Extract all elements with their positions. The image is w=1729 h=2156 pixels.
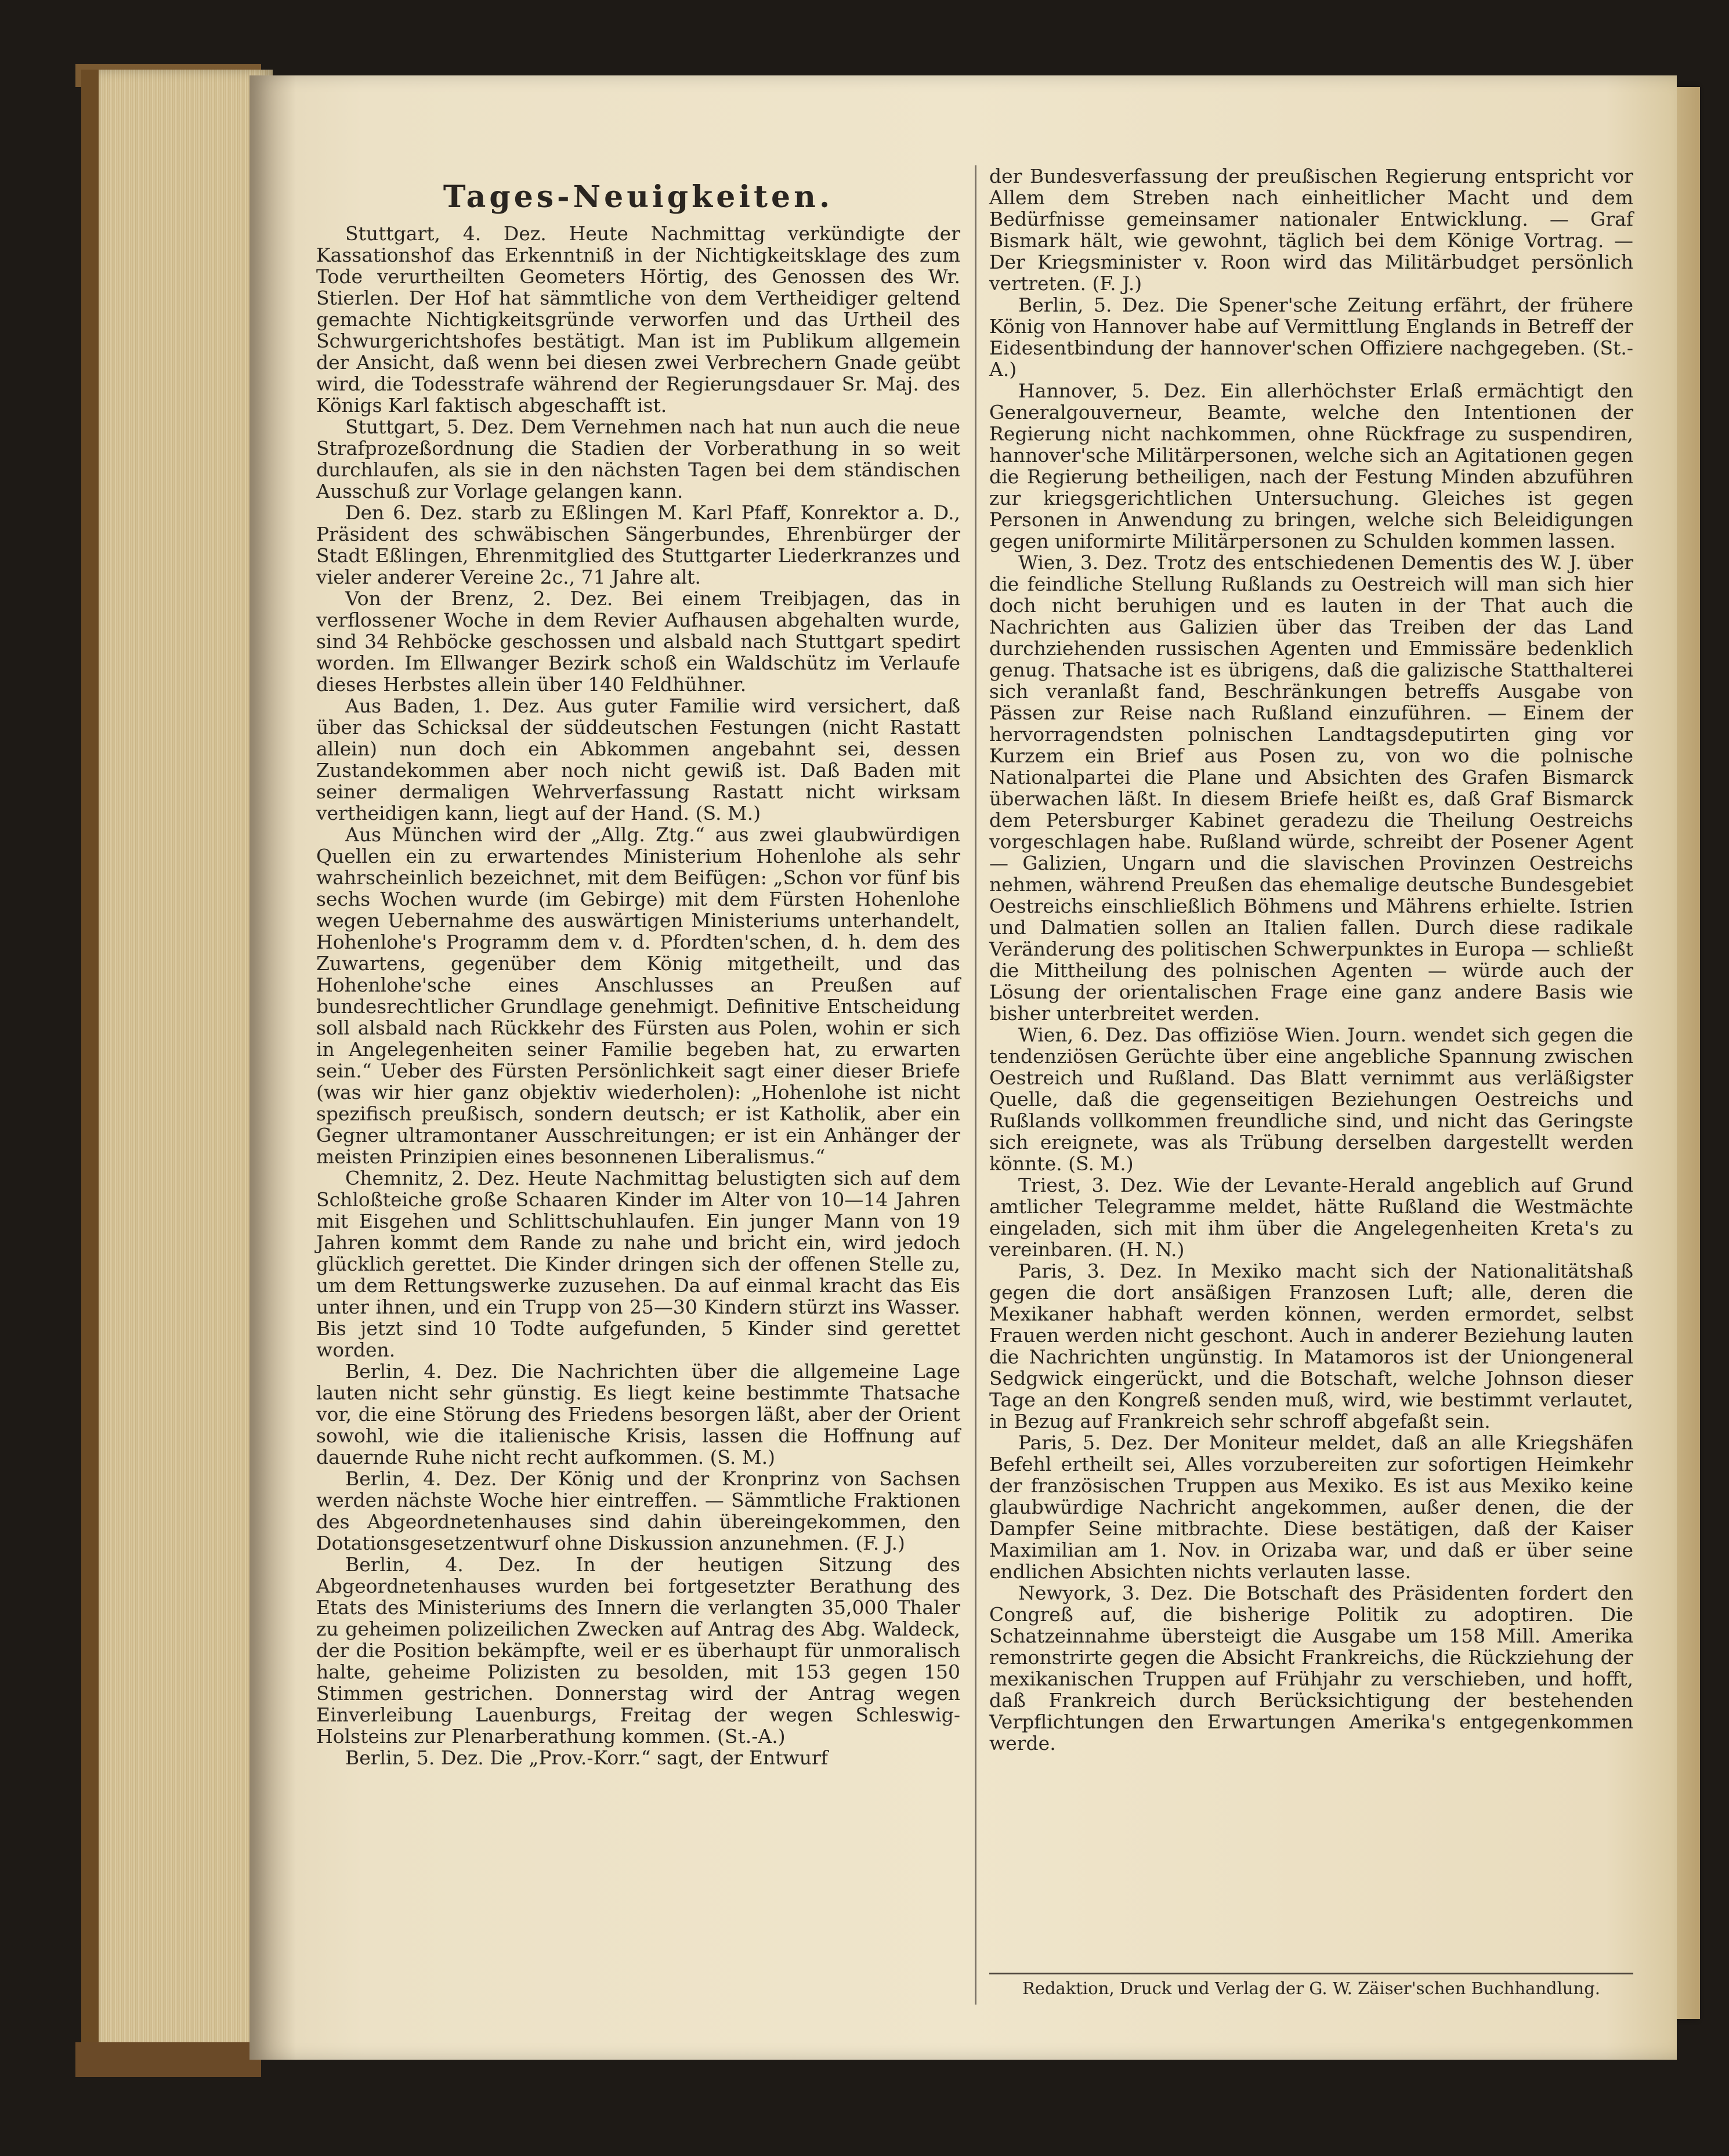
article: Berlin, 5. Dez. Die „Prov.-Korr.“ sagt, der Entwurf bbox=[345, 1746, 828, 1769]
article-continuation: der Bundesverfassung der preußischen Regierung entspricht vor Allem dem Streben nach einheitlicher Macht und dem Bedürfnisse gemeinsamer nationaler Entwicklung. — Graf Bismark hält, wie gewohnt, täglich bei dem Könige Vortrag. — Der Kriegsminister v. Roon wird das Militärbudget persönlich vertreten. (F. J.) bbox=[989, 165, 1633, 295]
footer-rule bbox=[989, 1973, 1633, 1974]
article: Wien, 6. Dez. Das offiziöse Wien. Journ. wendet sich gegen die tendenziösen Gerüchte über eine angebliche Spannung zwischen Oestreich und Rußland. Das Blatt vernimmt aus verläßigster Quelle, daß die gegenseitigen Beziehungen Oestreichs und Rußlands vollkommen freundliche sind, und nicht das Geringste sich ereignete, was als Trübung derselben dargestellt werden könnte. (S. M.) bbox=[989, 1023, 1633, 1175]
article: Chemnitz, 2. Dez. Heute Nachmittag belustigten sich auf dem Schloßteiche große Schaaren Kinder im Alter von 10—14 Jahren mit Eisgehen und Schlittschuhlaufen. Ein junger Mann von 19 Jahren kommt dem Rande zu nahe und bricht ein, wird jedoch glücklich gerettet. Die Kinder dringen sich der offenen Stelle zu, um dem Rettungswerke zuzusehen. Da auf einmal kracht das Eis unter ihnen, und ein Trupp von 25—30 Kindern stürzt ins Wasser. Bis jetzt sind 10 Todte aufgefunden, 5 Kinder sind gerettet worden. bbox=[316, 1167, 960, 1361]
article: Berlin, 4. Dez. Die Nachrichten über die allgemeine Lage lauten nicht sehr günstig. Es liegt keine bestimmte Thatsache vor, die eine Störung des Friedens besorgen läßt, aber der Orient sowohl, wie die italienische Krisis, lassen die Hoffnung auf dauernde Ruhe nicht recht aufkommen. (S. M.) bbox=[316, 1360, 960, 1468]
article: Aus Baden, 1. Dez. Aus guter Familie wird versichert, daß über das Schicksal der süddeutschen Festungen (nicht Rastatt allein) nun doch ein Abkommen angebahnt sei, dessen Zustandekommen aber noch nicht gewiß ist. Daß Baden mit seiner dermaligen Wehrverfassung Rastatt nicht wirksam vertheidigen kann, liegt auf der Hand. (S. M.) bbox=[316, 694, 960, 824]
left-column bbox=[316, 162, 960, 1768]
article: Wien, 3. Dez. Trotz des entschiedenen Dementis des W. J. über die feindliche Stellung Rußlands zu Oestreich will man sich hier doch nicht beruhigen und es lauten in der That auch die Nachrichten aus Galizien über das Treiben der das Land durchziehenden russischen Agenten und Emmissäre bedenklich genug. Thatsache ist es übrigens, daß die galizische Statthalterei sich veranlaßt fand, Beschränkungen betreffs Ausgabe von Pässen zur Reise nach Rußland einzuführen. — Einem der hervorragendsten polnischen Landtagsdeputirten ging vor Kurzem ein Brief aus Posen zu, von wo die polnische Nationalpartei die Plane und Absichten des Grafen Bismarck überwachen läßt. In diesem Briefe heißt es, daß Graf Bismarck dem Petersburger Kabinet geradezu die Theilung Oestreichs vorgeschlagen habe. Rußland würde, schreibt der Posener Agent — Galizien, Ungarn und die slavischen Provinzen Oestreichs nehmen, während Preußen das ehemalige deutsche Bundesgebiet Oestreichs einschließlich Böhmens und Mährens erhielte. Istrien und Dalmatien sollen an Italien fallen. Durch diese radikale Veränderung des politischen Schwerpunktes in Europa — schließt die Mittheilung des polnischen Agenten — würde auch der Lösung der orientalischen Frage eine ganz andere Basis wie bisher unterbreitet werden. bbox=[989, 551, 1633, 1025]
article: Stuttgart, 5. Dez. Dem Vernehmen nach hat nun auch die neue Strafprozeßordnung die Stadien der Vorberathung in so weit durchlaufen, als sie in den nächsten Tagen bei dem ständischen Ausschuß zur Vorlage gelangen kann. bbox=[316, 415, 960, 502]
book-page-edges bbox=[81, 70, 273, 2054]
article: Von der Brenz, 2. Dez. Bei einem Treibjagen, das in verflossener Woche in dem Revier Aufhausen abgehalten wurde, sind 34 Rehböcke geschossen und alsbald nach Stuttgart spedirt worden. Im Ellwanger Bezirk schoß ein Waldschütz im Verlaufe dieses Herbstes allein über 140 Feldhühner. bbox=[316, 587, 960, 696]
article: Aus München wird der „Allg. Ztg.“ aus zwei glaubwürdigen Quellen ein zu erwartendes Ministerium Hohenlohe als sehr wahrscheinlich bezeichnet, mit dem Beifügen: „Schon vor fünf bis sechs Wochen wurde (im Gebirge) mit dem Fürsten Hohenlohe wegen Uebernahme des auswärtigen Ministeriums unterhandelt, Hohenlohe's Programm dem v. d. Pfordten'schen, d. h. dem des Zuwartens, gegenüber dem König mitgetheilt, und das Hohenlohe'sche eines Anschlusses an Preußen auf bundesrechtlicher Grundlage genehmigt. Definitive Entscheidung soll alsbald nach Rückkehr des Fürsten aus Polen, wohin er sich in Angelegenheiten seiner Familie begeben hat, zu erwarten sein.“ Ueber des Fürsten Persönlichkeit sagt einer dieser Briefe (was wir hier ganz objektiv wiederholen): „Hohenlohe ist nicht spezifisch preußisch, sondern deutsch; er ist Katholik, aber ein Gegner ultramontaner Ausschreitungen; er ist ein Anhänger der meisten Prinzipien eines besonnenen Liberalismus.“ bbox=[316, 823, 960, 1168]
article: Newyork, 3. Dez. Die Botschaft des Präsidenten fordert den Congreß auf, die bisherige Politik zu adoptiren. Die Schatzeinnahme übersteigt die Ausgabe um 158 Mill. Amerika remonstrirte gegen die Absicht Frankreichs, die Rückziehung der mexikanischen Truppen auf Frühjahr zu verschieben, und hofft, daß Frankreich durch Berücksichtigung der bestehenden Verpflichtungen den Erwartungen Amerika's entgegenkommen werde. bbox=[989, 1582, 1633, 1755]
article: Paris, 3. Dez. In Mexiko macht sich der Nationalitätshaß gegen die dort ansäßigen Franzosen Luft; alle, deren die Mexikaner habhaft werden können, werden ermordet, selbst Frauen werden nicht geschont. Auch in anderer Beziehung lauten die Nachrichten ungünstig. In Matamoros ist der Uniongeneral Sedgwick eingerückt, und die Botschaft, welche Johnson dieser Tage an den Kongreß senden muß, wird, wie bestimmt verlautet, in Bezug auf Frankreich sehr schroff abgefaßt sein. bbox=[989, 1260, 1633, 1432]
column-divider bbox=[975, 165, 976, 2005]
article: Hannover, 5. Dez. Ein allerhöchster Erlaß ermächtigt den Generalgouverneur, Beamte, welche den Intentionen der Regierung nicht nachkommen, ohne Rückfrage zu suspendiren, hannover'sche Militärpersonen, welche sich an Agitationen gegen die Regierung betheiligen, nach der Festung Minden abzuführen zur kriegsgerichtlichen Untersuchung. Gleiches ist gegen Personen in Anwendung zu bringen, welche sich Beleidigungen gegen uniformirte Militärpersonen zu Schulden kommen lassen. bbox=[989, 379, 1633, 552]
article: Triest, 3. Dez. Wie der Levante-Herald angeblich auf Grund amtlicher Telegramme meldet, hätte Rußland die Westmächte eingeladen, sich mit ihm über die Angelegenheiten Kreta's zu vereinbaren. (H. N.) bbox=[989, 1174, 1633, 1261]
article: Stuttgart, 4. Dez. Heute Nachmittag verkündigte der Kassationshof das Erkenntniß in der Nichtigkeitsklage des zum Tode verurtheilten Geometers Hörtig, des Genossen des Wr. Stierlen. Der Hof hat sämmtliche von dem Vertheidiger geltend gemachte Nichtigkeitsgründe verworfen und das Urtheil des Schwurgerichtshofes bestätigt. Man ist im Publikum allgemein der Ansicht, daß wenn bei diesen zwei Verbrechern Gnade geübt wird, die Todesstrafe während der Regierungsdauer Sr. Maj. des Königs Karl faktisch abgeschafft ist. bbox=[316, 222, 960, 417]
article: Paris, 5. Dez. Der Moniteur meldet, daß an alle Kriegshäfen Befehl ertheilt sei, Alles vorzubereiten zur sofortigen Heimkehr der französischen Truppen aus Mexiko. Es ist aus Mexiko keine glaubwürdige Nachricht angekommen, außer denen, die der Dampfer Seine mitbrachte. Diese bestätigen, daß der Kaiser Maximilian am 1. Nov. in Orizaba war, und daß er über seine endlichen Absichten nichts verlauten lasse. bbox=[989, 1431, 1633, 1583]
article: Berlin, 4. Dez. Der König und der Kronprinz von Sachsen werden nächste Woche hier eintreffen. — Sämmtliche Fraktionen des Abgeordnetenhauses sind dahin übereingekommen, den Dotationsgesetzentwurf ohne Diskussion anzunehmen. (F. J.) bbox=[316, 1467, 960, 1554]
imprint-line: Redaktion, Druck und Verlag der G. W. Zäiser'schen Buchhandlung. bbox=[1022, 1978, 1601, 1998]
spine-shadow bbox=[249, 75, 296, 2060]
book-cover-bottom bbox=[75, 2042, 261, 2077]
article: Berlin, 5. Dez. Die Spener'sche Zeitung erfährt, der frühere König von Hannover habe auf Vermittlung Englands in Betreff der Eidesentbindung der hannover'schen Offiziere nachgegeben. (St.-A.) bbox=[989, 294, 1633, 381]
article: Den 6. Dez. starb zu Eßlingen M. Karl Pfaff, Konrektor a. D., Präsident des schwäbischen Sängerbundes, Ehrenbürger der Stadt Eßlingen, Ehrenmitglied des Stuttgarter Liederkranzes und vieler anderer Vereine 2c., 71 Jahre alt. bbox=[316, 501, 960, 588]
right-column bbox=[989, 165, 1633, 1754]
section-heading: Tages-Neuigkeiten. bbox=[443, 179, 834, 215]
article: Berlin, 4. Dez. In der heutigen Sitzung des Abgeordnetenhauses wurden bei fortgesetzter Berathung des Etats des Ministeriums des Innern die verlangten 35,000 Thaler zu geheimen polizeilichen Zwecken auf Antrag des Abg. Waldeck, der die Position bekämpfte, weil er es überhaupt für unmoralisch halte, geheime Polizisten zu besolden, mit 153 gegen 150 Stimmen gestrichen. Donnerstag wird der Antrag wegen Einverleibung Lauenburgs, Freitag der wegen Schleswig-Holsteins zur Plenarberathung kommen. (St.-A.) bbox=[316, 1553, 960, 1748]
